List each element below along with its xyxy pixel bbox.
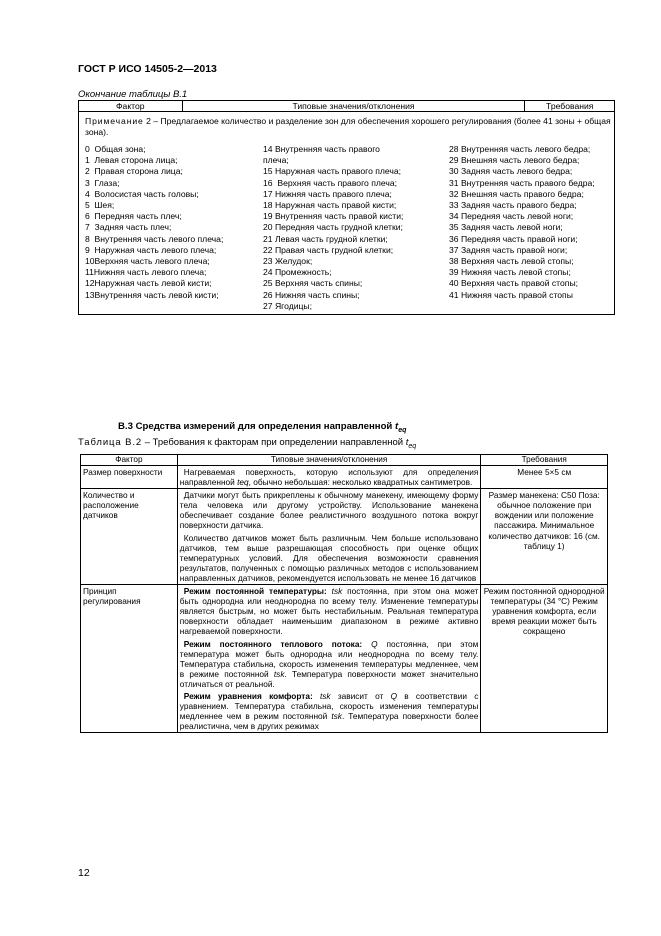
- section-title-subscript: eq: [398, 426, 407, 434]
- zone-item: 14 Внутренняя часть правого плеча;: [263, 144, 383, 166]
- value-text: постоянна, при этом она может быть однородна или неоднородна по всему телу. Изменение температуры является быстрым, но может быть нестабильным. Реальная температура поверхности обладает наименьшим диапазоном в режиме активно нагреваемой поверхности.: [179, 586, 479, 637]
- value-cell: [177, 466, 481, 489]
- value-text: зависит от: [330, 690, 391, 701]
- zone-item: 18 Наружная часть правой кисти;: [263, 200, 397, 211]
- zone-item: 33 Задняя часть правого бедра;: [449, 200, 577, 211]
- zone-item: 12Наружная часть левой кисти;: [85, 278, 212, 289]
- zone-item: 10Верхняя часть левого плеча;: [85, 256, 210, 267]
- zone-item: 8 Внутренняя часть левого плеча;: [85, 233, 224, 244]
- requirement-cell: Режим постоянной однородной температуры (34 °C) Режим уравнения комфорта, если время реакции может быть сокращено: [481, 585, 608, 733]
- zone-item: 35 Задняя часть левой ноги;: [449, 222, 563, 233]
- value-text: постоянна, при этом температура может быть однородна или неоднородна по всему телу. Температура стабильна, скорость изменения температуры медленнее, чем в режиме постоянной: [179, 638, 479, 679]
- zone-item: 24 Промежность;: [263, 267, 332, 278]
- zone-item: 7 Задняя часть плеч;: [85, 222, 172, 233]
- table2-col-requirements: Требования: [481, 455, 608, 466]
- value-symbol: teq: [237, 477, 249, 488]
- zone-item: 27 Ягодицы;: [263, 300, 312, 311]
- factor-cell: Размер поверхности: [81, 466, 178, 489]
- zone-item: 11Нижняя часть левого плеча;: [85, 267, 207, 278]
- zone-item: 37 Задняя часть правой ноги;: [449, 244, 568, 255]
- zone-item: 13Внутренняя часть левой кисти;: [85, 289, 219, 300]
- mode-title: Режим уравнения комфорта:: [183, 690, 313, 701]
- table-row: [81, 585, 608, 733]
- zone-item: 21 Левая часть грудной клетки;: [263, 233, 388, 244]
- zone-item: 5 Шея;: [85, 200, 115, 211]
- value-text: Нагреваемая поверхность, которую используют для определения направленной: [179, 467, 479, 488]
- value-cell: [177, 489, 481, 585]
- value-paragraph: [180, 467, 479, 487]
- zone-item: 15 Наружная часть правого плеча;: [263, 166, 402, 177]
- zone-item: 26 Нижняя часть спины;: [263, 289, 360, 300]
- requirement-cell: Менее 5×5 см: [481, 466, 608, 489]
- zone-item: 19 Внутренняя часть правой кисти;: [263, 211, 404, 222]
- zone-note: [85, 116, 611, 138]
- value-symbol: tsk: [331, 711, 342, 722]
- table2-caption-symbol: t: [405, 437, 409, 448]
- value-cell: [177, 585, 481, 733]
- table2-header-row: [81, 455, 608, 466]
- table2-col-values: Типовые значения/отклонения: [177, 455, 481, 466]
- table2-col-factor: Фактор: [81, 455, 178, 466]
- value-symbol: Q: [390, 690, 398, 701]
- table1-col-requirements: Требования: [525, 101, 615, 112]
- table1-col-values: Типовые значения/отклонения: [182, 101, 525, 112]
- zone-column-1: [85, 144, 263, 312]
- table2-caption-subscript: eq: [408, 442, 417, 450]
- table2-caption: [78, 437, 416, 450]
- zone-item: 40 Верхняя часть правой стопы;: [449, 278, 579, 289]
- table1-caption: Окончание таблицы В.1: [78, 89, 188, 100]
- mode-paragraph: [180, 586, 479, 636]
- zone-item: 22 Правая часть грудной клетки;: [263, 244, 394, 255]
- zone-item: 1 Левая сторона лица;: [85, 155, 178, 166]
- table1-note-row: [79, 112, 615, 315]
- note-label: Примечание: [85, 116, 144, 126]
- factor-cell: Количество и расположение датчиков: [81, 489, 178, 585]
- mode-paragraph: [180, 691, 479, 731]
- section-title-text: В.3 Средства измерений для определения направленной: [118, 421, 395, 432]
- zone-item: 32 Внешняя часть правого бедра;: [449, 188, 584, 199]
- zone-item: 31 Внутренняя часть правого бедра;: [449, 177, 595, 188]
- value-text: . Температура поверхности более реалистична, чем в других режимах: [179, 711, 479, 732]
- zone-item: 2 Правая сторона лица;: [85, 166, 183, 177]
- table-row: [81, 489, 608, 585]
- zone-item: 17 Нижняя часть правого плеча;: [263, 188, 392, 199]
- mode-title: Режим постоянной температуры:: [183, 586, 327, 597]
- value-symbol: tsk: [273, 668, 285, 679]
- zone-item: 38 Верхняя часть левой стопы;: [449, 256, 574, 267]
- zone-column-2: [263, 144, 449, 312]
- value-paragraph: Количество датчиков может быть различным. Чем больше использовано датчиков, тем выше разрешающая способность при оценке общих температурных условий. Для обеспечения возможности сравнения результатов, полученных с помощью различных методов с использованием направленных датчиков, рекомендуется использовать не менее 16 датчиков: [179, 532, 479, 583]
- zone-item: 23 Желудок;: [263, 256, 313, 267]
- table1-col-factor: Фактор: [79, 101, 183, 112]
- value-symbol: Q: [362, 638, 378, 649]
- table2-caption-label: Таблица В.2: [78, 437, 143, 448]
- section-title: [118, 421, 406, 434]
- zone-item: 25 Верхняя часть спины;: [263, 278, 363, 289]
- value-text: в соответствии с уравнением. Температура стабильна, скорость изменения температуры медленнее чем в режим постоянной: [179, 690, 479, 722]
- document-header: ГОСТ Р ИСО 14505-2—2013: [78, 63, 217, 75]
- zone-item: 6 Передняя часть плеч;: [85, 211, 182, 222]
- zone-item: 34 Передняя часть левой ноги;: [449, 211, 574, 222]
- value-text: , обычно небольшая: несколько квадратных сантиметров.: [248, 477, 473, 488]
- table-row: [81, 466, 608, 489]
- table1-header-row: [79, 101, 615, 112]
- mode-paragraph: [180, 639, 479, 689]
- table1-merged-cell: [79, 112, 615, 315]
- value-text: . Температура поверхности может значительно отличаться от реальной.: [179, 668, 479, 689]
- zone-item: 4 Волосистая часть головы;: [85, 188, 199, 199]
- mode-title: Режим постоянного теплового потока:: [183, 638, 363, 649]
- zone-item: 9 Наружная часть левого плеча;: [85, 244, 217, 255]
- factor-cell: Принцип регулирования: [81, 585, 178, 733]
- table-b1-continuation: [78, 100, 615, 315]
- value-symbol: tsk: [312, 690, 331, 701]
- zone-item: 3 Глаза;: [85, 177, 120, 188]
- section-title-symbol: t: [395, 421, 399, 432]
- note-text: 2 – Предлагаемое количество и разделение зон для обеспечения хорошего регулирования (более 41 зоны + общая зона).: [85, 116, 611, 137]
- value-symbol: tsk: [326, 586, 343, 597]
- zone-item: 28 Внутренняя часть левого бедра;: [449, 144, 591, 154]
- zone-item: 30 Задняя часть левого бедра;: [449, 166, 573, 177]
- table-b2: [80, 454, 608, 733]
- zone-item: 39 Нижняя часть левой стопы;: [449, 267, 571, 278]
- requirement-cell: Размер манекена: С50 Поза: обычное положение при вождении или положение пассажира. Минимальное количество датчиков: 16 (см. таблицу 1): [481, 489, 608, 585]
- zone-item: 0 Общая зона;: [85, 144, 146, 154]
- table2-caption-text: – Требования к факторам при определении направленной: [142, 437, 406, 448]
- zone-item: 41 Нижняя часть правой стопы: [449, 289, 573, 300]
- zone-item: 16 Верхняя часть правого плеча;: [263, 177, 397, 188]
- zone-item: 29 Внешняя часть левого бедра;: [449, 155, 580, 166]
- zone-column-3: [449, 144, 611, 312]
- value-paragraph: Датчики могут быть прикреплены к обычному манекену, имеющему форму тела человека или другому устройству. Использование манекена обеспечивает создание более реалистичного воздушного потока вокруг поверхности датчика.: [179, 490, 479, 531]
- zone-item: 36 Передняя часть правой ноги;: [449, 233, 578, 244]
- page-number: 12: [78, 867, 90, 879]
- zone-list: [85, 144, 611, 312]
- zone-item: 20 Передняя часть грудной клетки;: [263, 222, 403, 233]
